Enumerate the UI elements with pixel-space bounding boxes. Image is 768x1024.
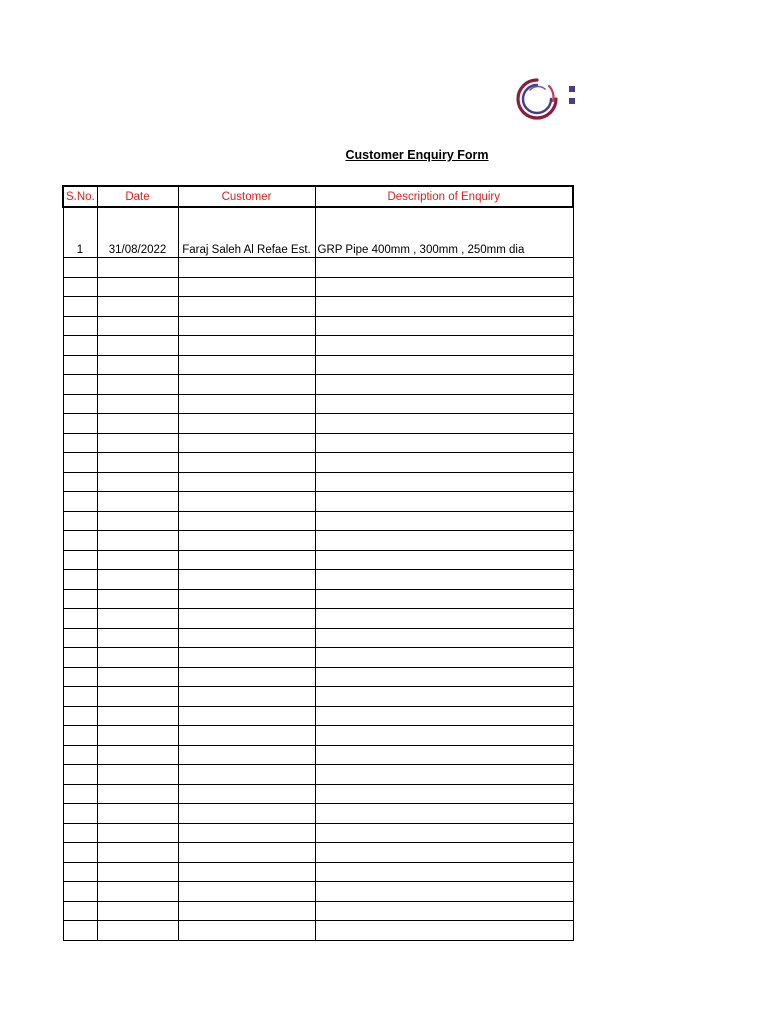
cell-description [315, 609, 573, 629]
empty-table-row [63, 609, 573, 629]
cell-sno: 1 [63, 207, 97, 258]
cell-customer [178, 921, 315, 941]
cell-description [315, 258, 573, 278]
empty-table-row [63, 687, 573, 707]
cell-customer [178, 784, 315, 804]
cell-customer [178, 648, 315, 668]
cell-sno [63, 804, 97, 824]
empty-table-row [63, 901, 573, 921]
cell-date [97, 706, 178, 726]
cell-customer [178, 667, 315, 687]
cell-sno [63, 765, 97, 785]
cell-sno [63, 394, 97, 414]
cell-customer [178, 394, 315, 414]
cell-sno [63, 531, 97, 551]
cell-customer [178, 316, 315, 336]
empty-table-row [63, 433, 573, 453]
cell-sno [63, 375, 97, 395]
empty-table-row [63, 570, 573, 590]
empty-table-row [63, 589, 573, 609]
cell-date [97, 375, 178, 395]
cell-sno [63, 550, 97, 570]
cell-date [97, 648, 178, 668]
empty-table-row [63, 726, 573, 746]
cell-date [97, 726, 178, 746]
cell-description [315, 316, 573, 336]
empty-table-row [63, 843, 573, 863]
cell-sno [63, 453, 97, 473]
empty-table-row [63, 394, 573, 414]
empty-table-row [63, 414, 573, 434]
cell-description [315, 765, 573, 785]
cell-customer [178, 492, 315, 512]
cell-description [315, 550, 573, 570]
empty-table-row [63, 297, 573, 317]
cell-date [97, 667, 178, 687]
cell-customer [178, 901, 315, 921]
header-description: Description of Enquiry [315, 186, 573, 207]
cell-sno [63, 706, 97, 726]
empty-table-row [63, 823, 573, 843]
cell-description [315, 297, 573, 317]
cell-date [97, 414, 178, 434]
cell-customer [178, 336, 315, 356]
cell-date [97, 823, 178, 843]
cell-description [315, 745, 573, 765]
cell-customer [178, 823, 315, 843]
cell-date [97, 687, 178, 707]
cell-sno [63, 628, 97, 648]
cell-sno [63, 511, 97, 531]
cell-description [315, 823, 573, 843]
empty-table-row [63, 862, 573, 882]
cell-customer [178, 414, 315, 434]
empty-table-row [63, 628, 573, 648]
cell-description [315, 804, 573, 824]
empty-table-row [63, 882, 573, 902]
empty-table-row [63, 355, 573, 375]
empty-table-row [63, 472, 573, 492]
table-header-row [63, 186, 573, 207]
cell-description [315, 843, 573, 863]
cell-date [97, 550, 178, 570]
cell-description [315, 394, 573, 414]
cell-customer [178, 804, 315, 824]
empty-table-row [63, 550, 573, 570]
cell-date [97, 765, 178, 785]
cell-date [97, 453, 178, 473]
cell-sno [63, 258, 97, 278]
cell-description [315, 706, 573, 726]
cell-date [97, 843, 178, 863]
cell-sno [63, 687, 97, 707]
cell-customer [178, 355, 315, 375]
empty-table-row [63, 492, 573, 512]
cell-sno [63, 336, 97, 356]
cell-description [315, 531, 573, 551]
empty-table-row [63, 706, 573, 726]
cell-description [315, 687, 573, 707]
empty-table-row [63, 745, 573, 765]
cell-date [97, 492, 178, 512]
cell-sno [63, 726, 97, 746]
cell-description [315, 921, 573, 941]
cell-date [97, 862, 178, 882]
cell-description [315, 882, 573, 902]
cell-description [315, 784, 573, 804]
cell-description [315, 453, 573, 473]
cell-description [315, 375, 573, 395]
empty-table-row [63, 453, 573, 473]
cell-customer [178, 706, 315, 726]
cell-sno [63, 297, 97, 317]
empty-table-row [63, 804, 573, 824]
header-date: Date [97, 186, 178, 207]
cell-sno [63, 823, 97, 843]
cell-sno [63, 472, 97, 492]
cell-sno [63, 316, 97, 336]
cell-sno [63, 784, 97, 804]
table-row [63, 207, 573, 258]
cell-description [315, 667, 573, 687]
cell-date [97, 784, 178, 804]
cell-sno [63, 609, 97, 629]
cell-customer [178, 745, 315, 765]
cell-description [315, 570, 573, 590]
cell-sno [63, 492, 97, 512]
cell-customer [178, 433, 315, 453]
cell-customer [178, 687, 315, 707]
cell-customer [178, 511, 315, 531]
empty-table-row [63, 765, 573, 785]
cell-date [97, 609, 178, 629]
cell-date [97, 297, 178, 317]
cell-sno [63, 433, 97, 453]
cell-sno [63, 921, 97, 941]
cell-customer [178, 277, 315, 297]
cell-sno [63, 745, 97, 765]
cell-customer [178, 862, 315, 882]
cell-date [97, 589, 178, 609]
cell-sno [63, 414, 97, 434]
cell-date [97, 336, 178, 356]
cell-description [315, 433, 573, 453]
cell-date [97, 394, 178, 414]
cell-sno [63, 277, 97, 297]
cell-sno [63, 882, 97, 902]
cell-customer [178, 726, 315, 746]
cell-customer [178, 550, 315, 570]
empty-table-row [63, 531, 573, 551]
cell-description [315, 628, 573, 648]
cell-customer [178, 589, 315, 609]
cell-date [97, 745, 178, 765]
cell-date [97, 570, 178, 590]
cell-sno [63, 667, 97, 687]
cell-customer [178, 570, 315, 590]
cell-customer: Faraj Saleh Al Refae Est. [178, 207, 315, 258]
empty-table-row [63, 316, 573, 336]
cell-customer [178, 765, 315, 785]
cell-date [97, 921, 178, 941]
cell-description [315, 336, 573, 356]
header-customer: Customer [178, 186, 315, 207]
cell-sno [63, 355, 97, 375]
empty-table-row [63, 648, 573, 668]
cell-description [315, 355, 573, 375]
cell-sno [63, 901, 97, 921]
empty-table-row [63, 336, 573, 356]
cell-description [315, 648, 573, 668]
cell-customer [178, 375, 315, 395]
cell-date [97, 316, 178, 336]
form-title: Customer Enquiry Form [345, 148, 489, 162]
cell-description [315, 862, 573, 882]
cell-description [315, 277, 573, 297]
cell-sno [63, 843, 97, 863]
cell-sno [63, 589, 97, 609]
cell-description [315, 511, 573, 531]
cell-customer [178, 628, 315, 648]
cell-date [97, 882, 178, 902]
cell-sno [63, 570, 97, 590]
cell-description [315, 414, 573, 434]
cell-date [97, 355, 178, 375]
empty-table-row [63, 667, 573, 687]
cell-customer [178, 843, 315, 863]
header-sno: S.No. [63, 186, 97, 207]
cell-date [97, 804, 178, 824]
empty-table-row [63, 921, 573, 941]
cell-date [97, 433, 178, 453]
cell-date [97, 258, 178, 278]
cell-date [97, 472, 178, 492]
cell-date [97, 531, 178, 551]
empty-table-row [63, 258, 573, 278]
empty-table-row [63, 511, 573, 531]
cell-description [315, 589, 573, 609]
cell-date [97, 628, 178, 648]
cell-customer [178, 472, 315, 492]
cell-date [97, 511, 178, 531]
empty-table-row [63, 784, 573, 804]
cell-customer [178, 258, 315, 278]
cell-customer [178, 882, 315, 902]
cell-description: GRP Pipe 400mm , 300mm , 250mm dia [315, 207, 573, 258]
cell-sno [63, 862, 97, 882]
cell-customer [178, 531, 315, 551]
cell-customer [178, 297, 315, 317]
empty-table-row [63, 277, 573, 297]
cell-date [97, 277, 178, 297]
cell-date: 31/08/2022 [97, 207, 178, 258]
cell-date [97, 901, 178, 921]
cell-customer [178, 609, 315, 629]
cell-description [315, 901, 573, 921]
enquiry-table [62, 185, 574, 941]
logo-wordmark-fragment [569, 86, 575, 112]
cell-sno [63, 648, 97, 668]
cell-description [315, 726, 573, 746]
cell-description [315, 472, 573, 492]
empty-table-row [63, 375, 573, 395]
company-logo-icon [514, 76, 560, 122]
cell-description [315, 492, 573, 512]
cell-customer [178, 453, 315, 473]
